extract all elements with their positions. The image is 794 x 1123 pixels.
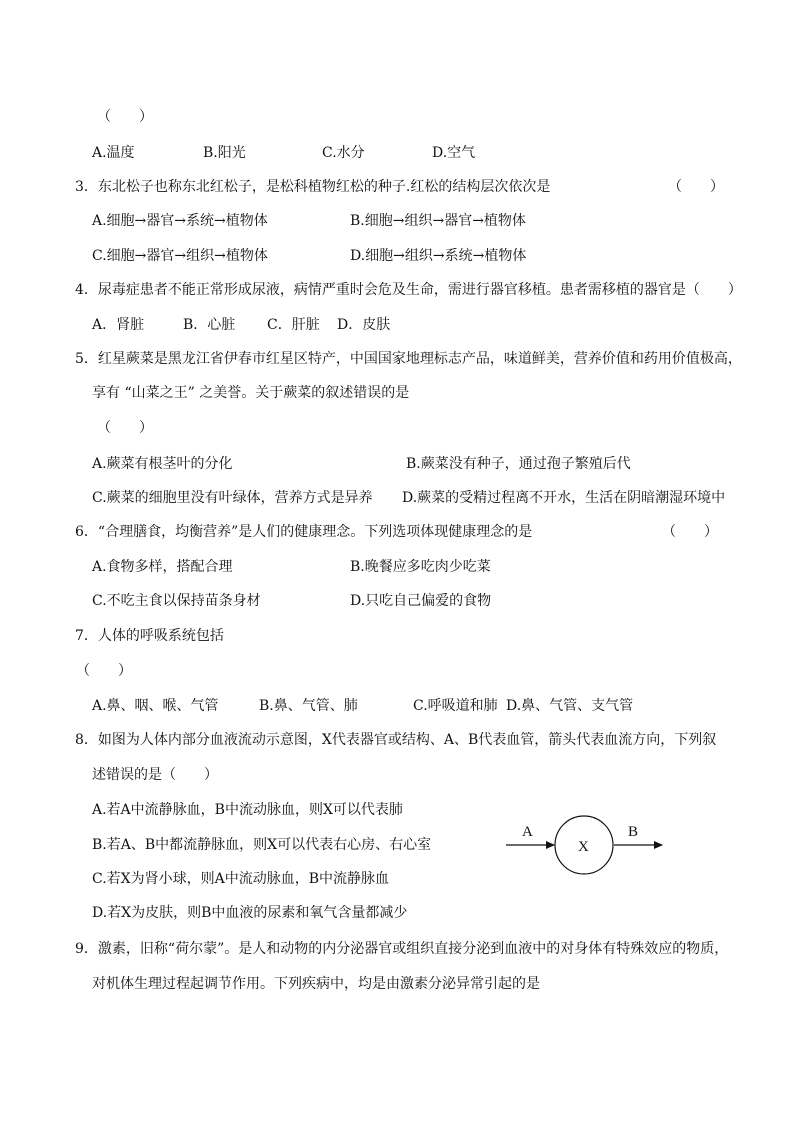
blood-flow-diagram <box>500 812 670 878</box>
q7-answer-paren: （ ） <box>76 663 132 679</box>
q5-option-a: A.蕨菜有根茎叶的分化 <box>92 456 233 472</box>
q8-option-a: A.若A中流静脉血，B中流动脉血，则X可以代表肺 <box>92 802 403 818</box>
q4-option-d: D．皮肤 <box>337 317 391 333</box>
q5-stem-line2: 享有 “山菜之王” 之美誉。关于蕨菜的叙述错误的是 <box>92 385 410 401</box>
q4-option-a: A．肾脏 <box>92 317 145 333</box>
q6-stem: 6．“合理膳食，均衡营养”是人们的健康理念。下列选项体现健康理念的是 <box>75 524 533 540</box>
q5-answer-paren: （ ） <box>97 420 153 436</box>
q2-option-b: B.阳光 <box>203 145 246 161</box>
q3-option-a: A.细胞→器官→系统→植物体 <box>92 213 268 229</box>
q8-option-b: B.若A、B中都流静脉血，则X可以代表右心房、右心室 <box>92 837 432 853</box>
q6-option-c: C.不吃主食以保持苗条身材 <box>92 593 261 609</box>
q5-option-c: C.蕨菜的细胞里没有叶绿体，营养方式是异养 <box>92 490 373 506</box>
q3-option-c: C.细胞→器官→组织→植物体 <box>92 248 268 264</box>
q7-option-c: C.呼吸道和肺 <box>413 698 498 714</box>
q3-answer-paren: （ ） <box>668 179 724 195</box>
q3-option-d: D.细胞→组织→系统→植物体 <box>350 248 527 264</box>
q5-option-d: D.蕨菜的受精过程离不开水，生活在阴暗潮湿环境中 <box>402 490 726 506</box>
q6-option-b: B.晚餐应多吃肉少吃菜 <box>350 559 491 575</box>
q8-option-c: C.若X为肾小球，则A中流动脉血，B中流静脉血 <box>92 871 390 887</box>
q9-stem-line2: 对机体生理过程起调节作用。下列疾病中，均是由激素分泌异常引起的是 <box>92 976 540 992</box>
q2-option-c: C.水分 <box>322 145 365 161</box>
q6-option-d: D.只吃自己偏爱的食物 <box>350 593 492 609</box>
q4-option-c: C．肝脏 <box>267 317 320 333</box>
q3-option-b: B.细胞→组织→器官→植物体 <box>350 213 526 229</box>
vessel-a-label: A <box>522 824 533 840</box>
q8-option-d: D.若X为皮肤，则B中血液的尿素和氧气含量都减少 <box>92 905 408 921</box>
q7-option-d: D.鼻、气管、支气管 <box>506 698 634 714</box>
q6-answer-paren: （ ） <box>662 524 718 540</box>
q2-answer-paren: （ ） <box>97 109 153 125</box>
q9-stem-line1: 9．激素，旧称“荷尔蒙”。是人和动物的内分泌器官或组织直接分泌到血液中的对身体有特殊效应的物质， <box>75 941 729 957</box>
q7-stem: 7．人体的呼吸系统包括 <box>75 628 224 644</box>
q8-stem-line1: 8．如图为人体内部分血液流动示意图，X代表器官或结构、A、B代表血管，箭头代表血流方向，下列叙 <box>75 732 717 748</box>
q2-option-d: D.空气 <box>432 145 476 161</box>
q7-option-b: B.鼻、气管、肺 <box>259 698 358 714</box>
vessel-b-label: B <box>628 824 639 840</box>
q2-option-a: A.温度 <box>92 145 135 161</box>
q4-option-b: B．心脏 <box>183 317 236 333</box>
q5-option-b: B.蕨菜没有种子，通过孢子繁殖后代 <box>406 456 631 472</box>
q8-stem-line2: 述错误的是（ ） <box>92 767 218 783</box>
q6-option-a: A.食物多样，搭配合理 <box>92 559 233 575</box>
q7-option-a: A.鼻、咽、喉、气管 <box>92 698 219 714</box>
q4-stem: 4．尿毒症患者不能正常形成尿液，病情严重时会危及生命，需进行器官移植。患者需移植的器官是（ ） <box>75 282 742 298</box>
organ-x-label: X <box>578 839 589 855</box>
q5-stem-line1: 5．红星蕨菜是黑龙江省伊春市红星区特产，中国国家地理标志产品，味道鲜美，营养价值和药用价值极高， <box>75 351 742 367</box>
q3-stem: 3．东北松子也称东北红松子，是松科植物红松的种子.红松的结构层次依次是 <box>75 179 551 195</box>
